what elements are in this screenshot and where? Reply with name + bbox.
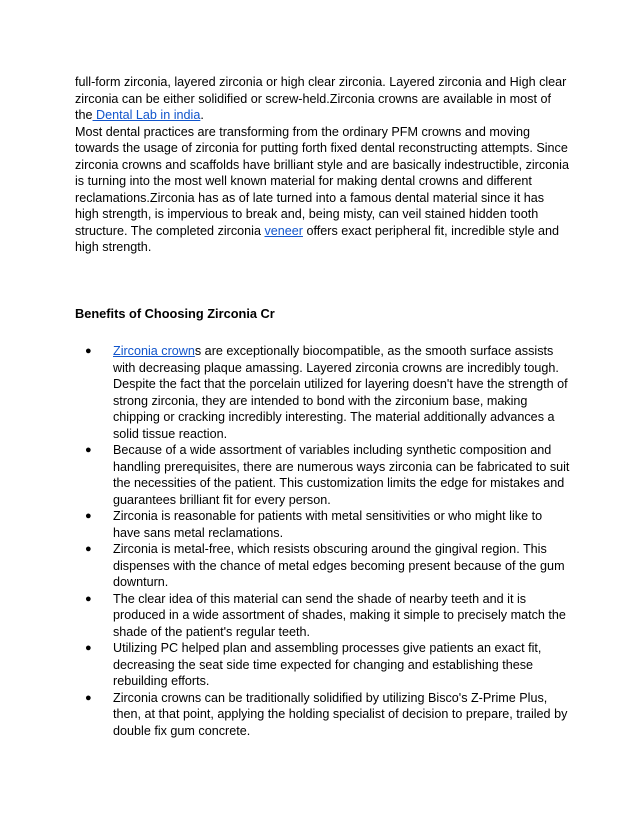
list-item-text: s are exceptionally biocompatible, as the smooth surface assists with decreasing plaque amassing. Layered zirconia crowns are incredibly tough. Despite the fact that the porcelain utilized for layering doesn't have the strength of strong zirconia, they are intended to bond with the zirconium base, making chipping or cracking incredibly interesting. The material additionally advances a solid tissue reaction. bbox=[113, 344, 568, 441]
list-item-text: Zirconia crowns can be traditionally solidified by utilizing Bisco's Z-Prime Plus, then, at that point, applying the holding specialist of decision to prepare, trailed by double fix gum concrete. bbox=[113, 690, 568, 738]
list-item bbox=[75, 343, 570, 442]
veneer-link[interactable]: veneer bbox=[264, 223, 303, 238]
list-item-text: Utilizing PC helped plan and assembling processes give patients an exact fit, decreasing the seat side time expected for changing and establishing these rebuilding efforts. bbox=[113, 641, 542, 688]
benefits-list bbox=[75, 343, 570, 739]
intro-p2-end: offers exact peripheral fit, incredible style and high strength. bbox=[75, 223, 559, 254]
bullet-icon: ● bbox=[85, 592, 92, 605]
bullet-icon: ● bbox=[85, 691, 92, 704]
list-item bbox=[75, 508, 570, 541]
list-item bbox=[75, 640, 570, 690]
intro-paragraph-1 bbox=[75, 74, 570, 124]
intro-paragraph-2 bbox=[75, 124, 570, 256]
list-item-text: Zirconia is metal-free, which resists obscuring around the gingival region. This dispenses with the chance of metal edges becoming present because of the gum downturn. bbox=[113, 542, 565, 589]
list-item-text: Because of a wide assortment of variables including synthetic composition and handling prerequisites, there are numerous ways zirconia can be fabricated to suit the necessities of the patient. This customization limits the edge for mistakes and guarantees brilliant fit for every person. bbox=[113, 443, 570, 507]
dental-lab-india-link[interactable]: Dental Lab in india bbox=[92, 108, 201, 122]
bullet-icon: ● bbox=[85, 510, 92, 522]
bullet-icon: ● bbox=[85, 543, 92, 555]
list-item bbox=[75, 690, 570, 740]
intro-p2-text: Most dental practices are transforming from the ordinary PFM crowns and moving towards the usage of zirconia for putting forth fixed dental reconstructing attempts. Since zirconia crowns and scaffolds have brilliant style and are basically indestructible, zirconia is turning into the most well known material for making dental crowns and different reclamations.Zirconia has as of late turned into a famous dental material since it has high strength, is impervious to break and, being misty, can veil stained hidden tooth structure. The completed zirconia bbox=[75, 124, 569, 238]
list-item-text: The clear idea of this material can send the shade of nearby teeth and it is produced in a wide assortment of shades, making it simple to precisely match the shade of the patient's regular teeth. bbox=[113, 591, 566, 639]
zirconia-crown-link[interactable]: Zirconia crown bbox=[113, 344, 195, 358]
list-item bbox=[75, 541, 570, 591]
bullet-icon: ● bbox=[85, 444, 92, 456]
intro-p1-text: full-form zirconia, layered zirconia or high clear zirconia. Layered zirconia and High clear zirconia can be either solidified or screw-held.Zirconia crowns are available in most of the bbox=[75, 75, 567, 122]
section-heading: Benefits of Choosing Zirconia Cr bbox=[75, 305, 275, 321]
bullet-icon: ● bbox=[85, 642, 92, 654]
document-page bbox=[75, 74, 570, 739]
list-item bbox=[75, 591, 570, 641]
intro-p1-end: . bbox=[200, 108, 204, 122]
list-item-text: Zirconia is reasonable for patients with metal sensitivities or who might like to have sans metal reclamations. bbox=[113, 509, 543, 540]
list-item bbox=[75, 442, 570, 508]
bullet-icon: ● bbox=[85, 345, 92, 357]
